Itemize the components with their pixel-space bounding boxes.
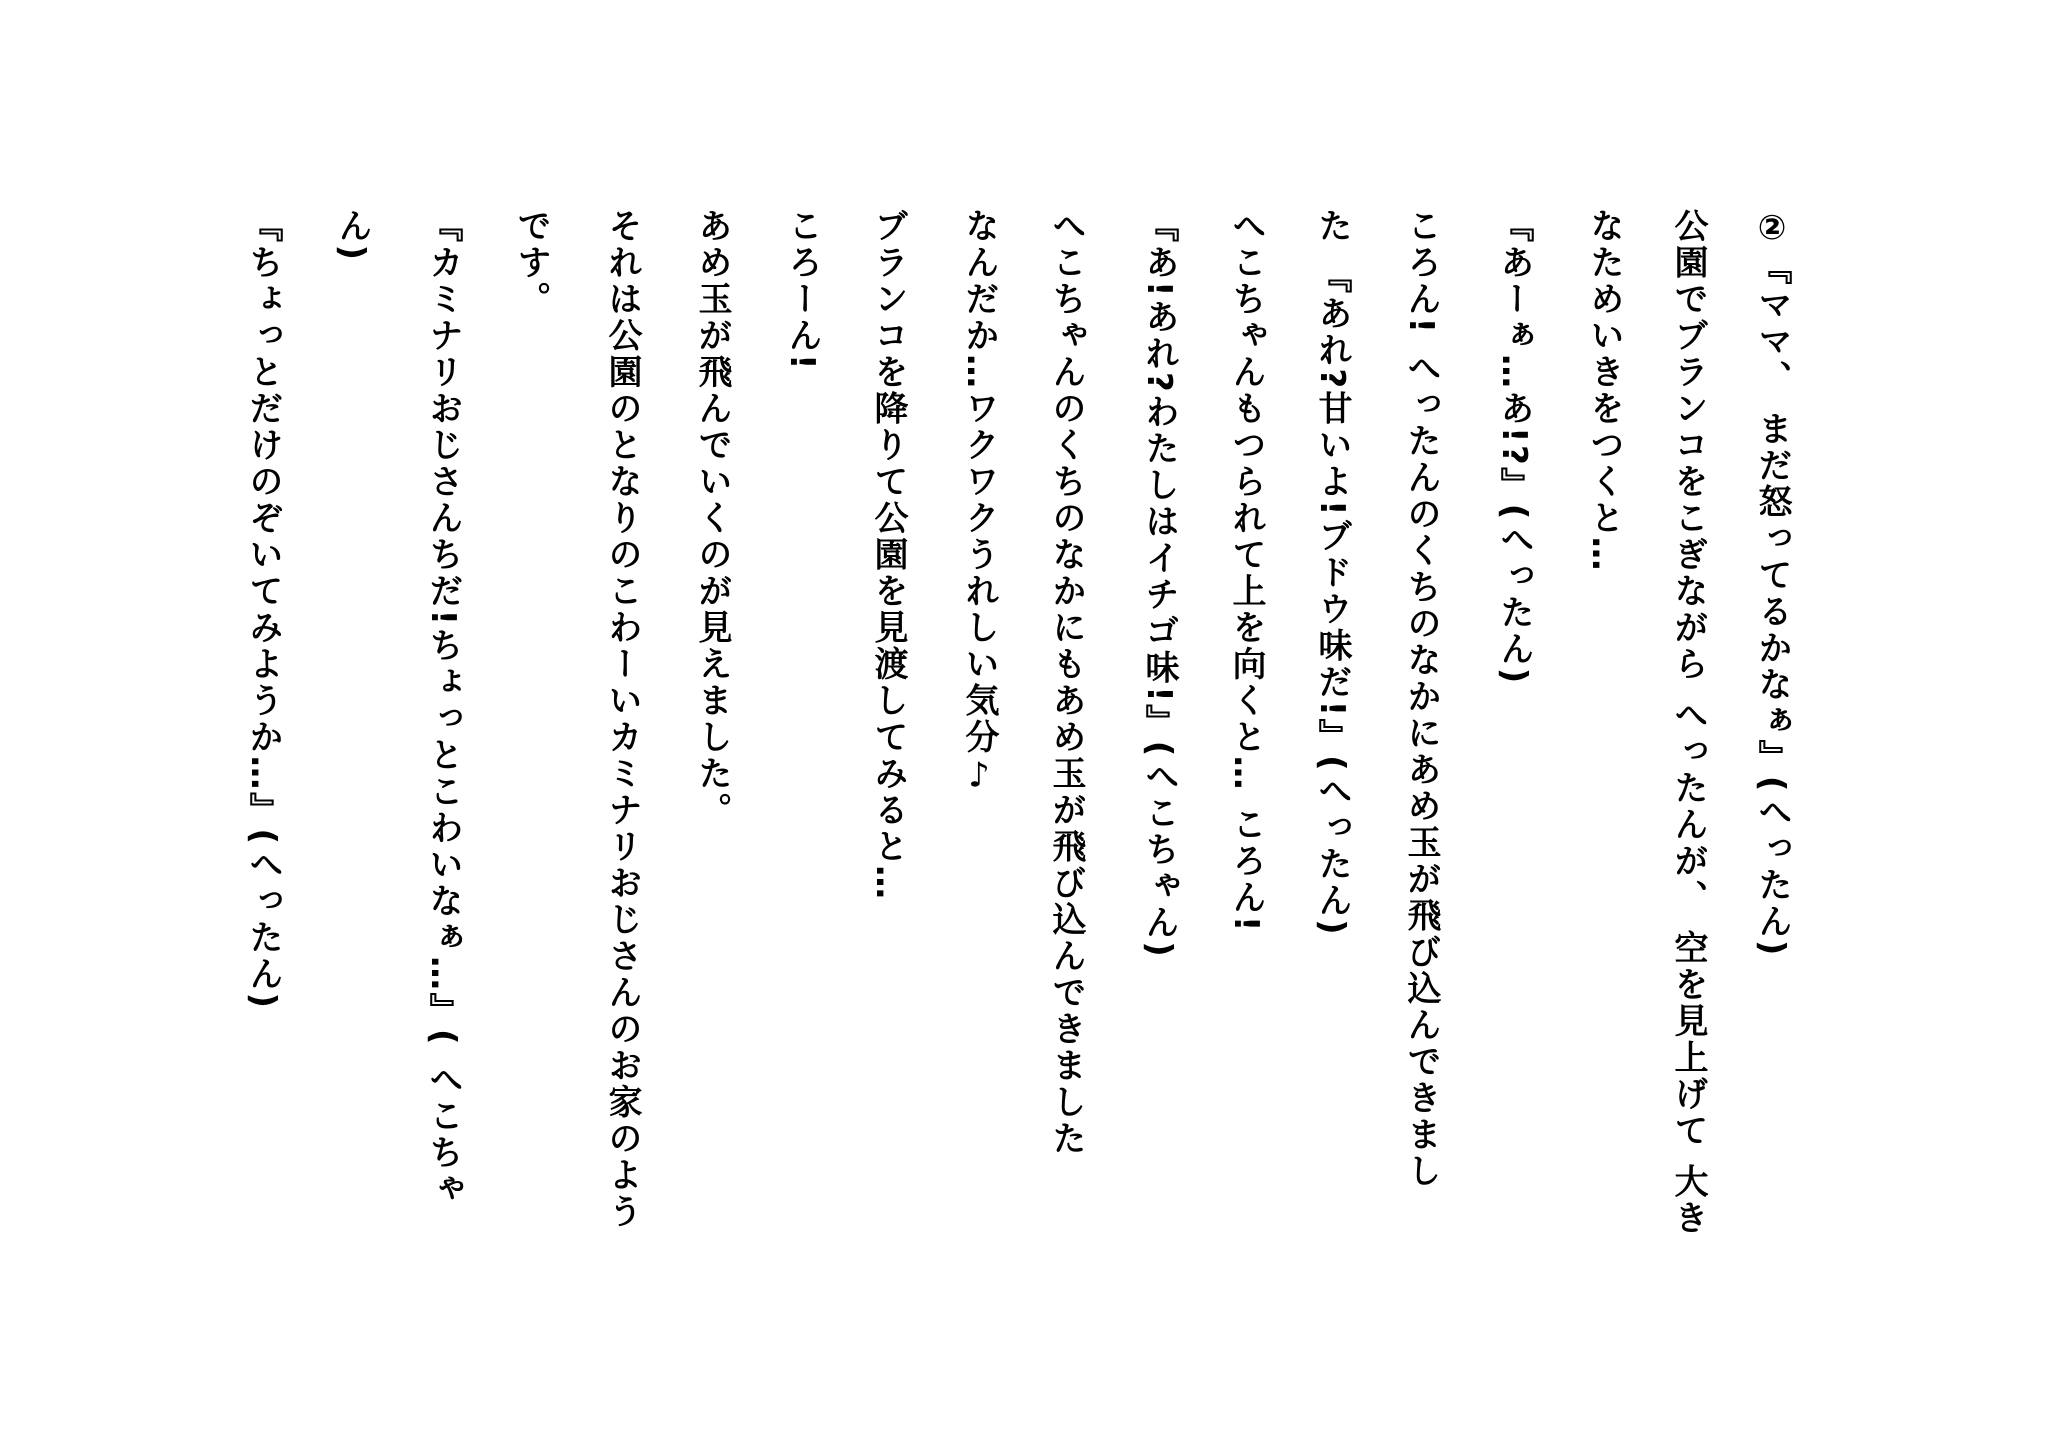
text-line-14: それは公園のとなりのこわーいカミナリおじさんのお家のよう bbox=[602, 208, 642, 1230]
text-line-10: なんだか…ワクワクうれしい気分♪ bbox=[959, 208, 999, 798]
text-line-15: です。 bbox=[511, 208, 551, 318]
text-line-3: なためいきをつくと… bbox=[1584, 208, 1624, 573]
text-line-12: ころーん! bbox=[782, 208, 822, 373]
text-line-1: ②『ママ、 まだ怒ってるかなぁ』(へったん) bbox=[1752, 208, 1792, 958]
text-line-6: た 『あれ?甘いよ!ブドウ味だ!』(へったん) bbox=[1312, 208, 1352, 938]
text-line-13: あめ玉が飛んでいくのが見えました。 bbox=[692, 208, 732, 829]
text-line-7: へこちゃんもつられて上を向くと… ころん! bbox=[1226, 208, 1266, 934]
text-line-2: 公園でブランコをこぎながら へったんが、 空を見上げて 大き bbox=[1668, 208, 1708, 1237]
text-line-4: 『あーぁ…あ!?』(へったん) bbox=[1494, 208, 1534, 686]
text-line-18: 『ちょっとだけのぞいてみようか…』(へったん) bbox=[243, 208, 283, 1011]
text-line-5: ころん! へったんのくちのなかにあめ玉が飛び込んできまし bbox=[1401, 208, 1441, 1190]
text-line-11: ブランコを降りて公園を見渡してみると… bbox=[868, 208, 908, 902]
text-line-16: 『カミナリおじさんちだ!ちょっとこわいなぁ…』( へこちゃ bbox=[423, 208, 463, 1208]
text-line-9: へこちゃんのくちのなかにもあめ玉が飛び込んできました bbox=[1046, 208, 1086, 1157]
text-line-8: 『あ!あれ?わたしはイチゴ味!』(へこちゃん) bbox=[1139, 208, 1179, 960]
text-line-17: ん) bbox=[332, 208, 372, 263]
